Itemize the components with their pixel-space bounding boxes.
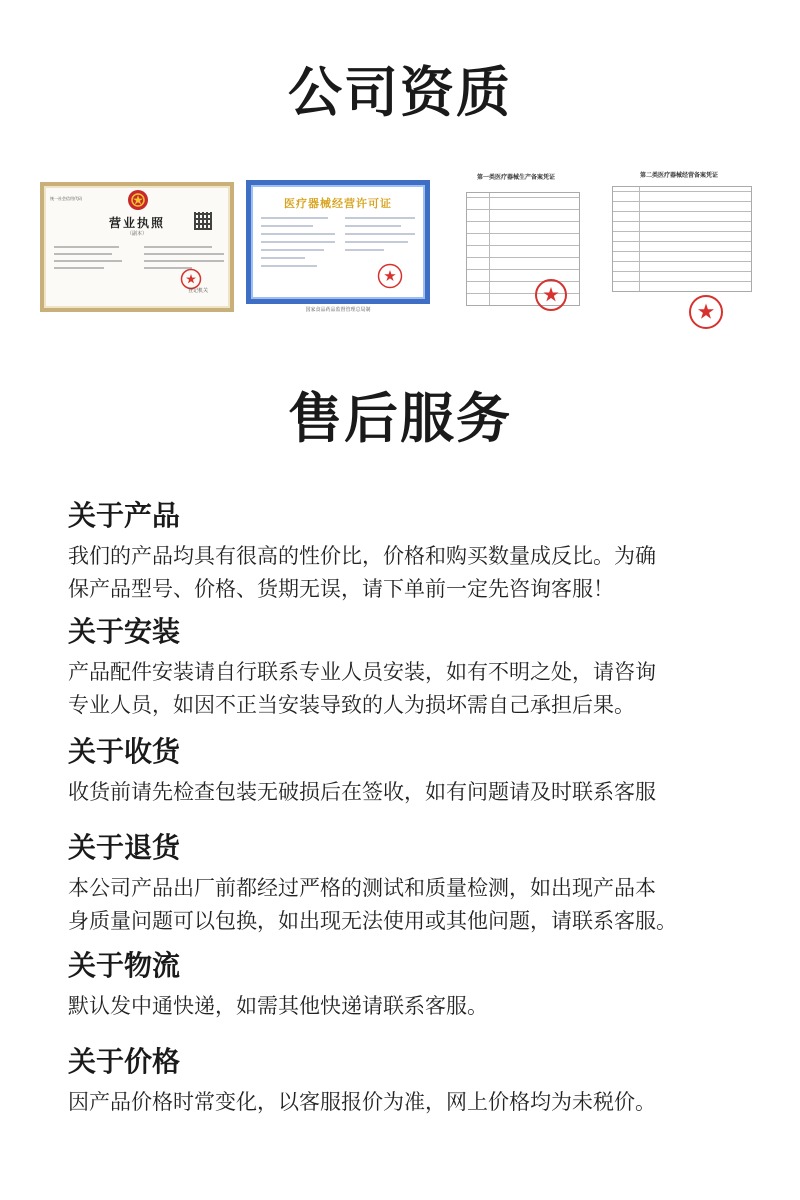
section-heading: 关于产品: [68, 499, 181, 532]
section-body: [68, 872, 788, 938]
body-line: 身质量问题可以包换，如出现无法使用或其他问题，请联系客服。: [68, 909, 677, 933]
license-text-lines: [345, 217, 415, 257]
business-license-title: 营业执照: [108, 216, 165, 230]
registration-authority: 登记机关: [187, 288, 208, 294]
body-line: 我们的产品均具有很高的性价比，价格和购买数量成反比。为确: [68, 544, 656, 568]
section-body: [68, 656, 788, 722]
class-one-filing-certificate-image: [446, 166, 586, 322]
body-line: 默认发中通快递，如需其他快递请联系客服。: [68, 994, 488, 1018]
filing-table: [612, 186, 752, 292]
section-heading: 关于安装: [68, 615, 181, 648]
body-line: 本公司产品出厂前都经过严格的测试和质量检测，如出现产品本: [68, 876, 656, 900]
credit-code-label: 统一社会信用代码: [50, 196, 82, 201]
section-pricing: [68, 1044, 788, 1119]
body-line: 收货前请先检查包装无破损后在签收，如有问题请及时联系客服: [68, 780, 656, 804]
body-line: 产品配件安装请自行联系专业人员安装，如有不明之处，请咨询: [68, 660, 656, 684]
qr-code-icon: [194, 212, 212, 230]
business-license-subtitle: （副本）: [126, 231, 147, 237]
section-receiving: [68, 734, 788, 809]
section-installation: [68, 614, 788, 722]
after-sales-title: 售后服务: [288, 387, 512, 450]
section-body: [68, 776, 788, 809]
section-heading: 关于物流: [68, 949, 181, 982]
official-seal-icon: [377, 263, 403, 289]
device-license-footer: 国家食品药品监督管理总局制: [305, 307, 371, 313]
license-text-lines: [261, 217, 335, 273]
body-line: 因产品价格时常变化，以客服报价为准，网上价格均为未税价。: [68, 1090, 656, 1114]
filing-certificate-title: 第二类医疗器械经营备案凭证: [639, 172, 718, 179]
device-license-image: [246, 180, 430, 304]
section-body: [68, 990, 788, 1023]
section-logistics: [68, 948, 788, 1023]
business-license-image: [40, 182, 234, 312]
body-line: 专业人员，如因不正当安装导致的人为损坏需自己承担后果。: [68, 693, 635, 717]
section-returns: [68, 830, 788, 938]
body-line: 保产品型号、价格、货期无误，请下单前一定先咨询客服！: [68, 577, 614, 601]
filing-certificate-title: 第一类医疗器械生产备案凭证: [476, 174, 555, 181]
section-heading: 关于退货: [68, 831, 181, 864]
device-license-title: 医疗器械经营许可证: [284, 197, 392, 210]
license-text-lines: [54, 246, 126, 274]
official-seal-icon: [534, 278, 568, 312]
class-two-filing-certificate-image: [604, 166, 754, 336]
national-emblem-icon: [126, 188, 150, 212]
section-product: [68, 498, 788, 606]
qualifications-title: 公司资质: [288, 61, 512, 124]
section-body: [68, 1086, 788, 1119]
official-seal-icon: [688, 294, 724, 330]
section-heading: 关于收货: [68, 735, 181, 768]
section-body: [68, 540, 788, 606]
section-heading: 关于价格: [68, 1045, 181, 1078]
